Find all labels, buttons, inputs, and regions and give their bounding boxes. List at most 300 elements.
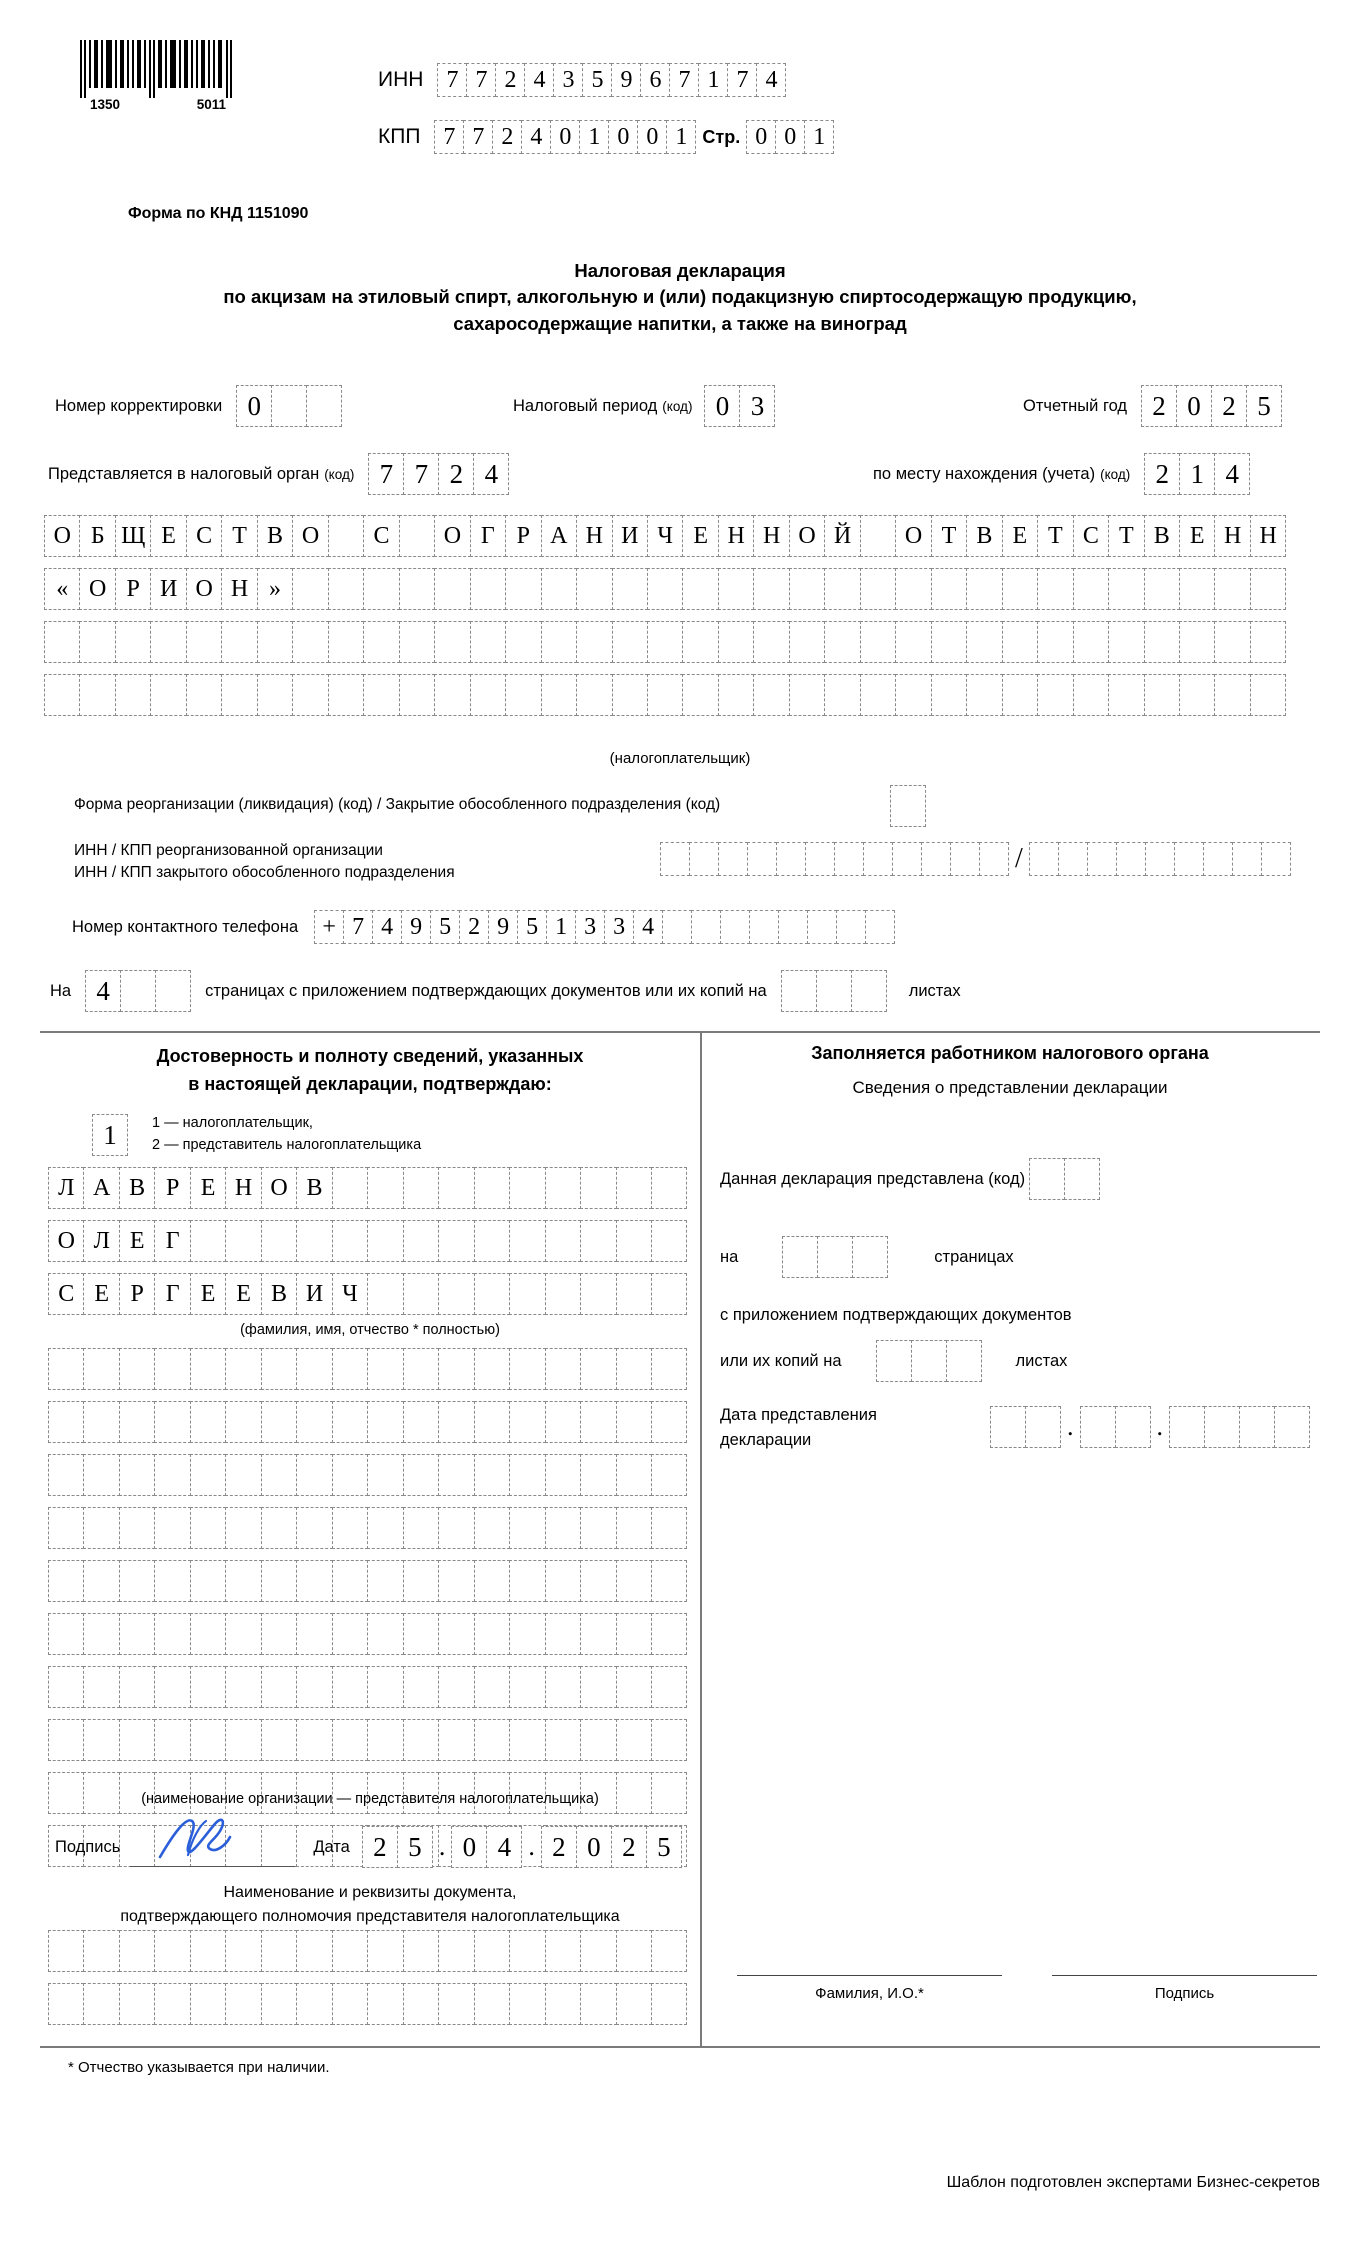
rep-org-r5-char-3[interactable] xyxy=(119,1560,155,1602)
signer-name-grid[interactable] xyxy=(48,1167,687,1315)
rep-org-r8-char-3[interactable] xyxy=(119,1719,155,1761)
taxpayer-r3-char-19[interactable] xyxy=(682,621,718,663)
pages-digit-3[interactable] xyxy=(155,970,191,1012)
taxpayer-r3-char-33[interactable] xyxy=(1179,621,1215,663)
auth-doc-r2-char-1[interactable] xyxy=(48,1983,84,2025)
sign-date-day-digit-1[interactable]: 2 xyxy=(362,1826,398,1868)
taxpayer-r4-char-9[interactable] xyxy=(328,674,364,716)
authority-doc-row-2[interactable] xyxy=(48,1983,687,2025)
inn-digit-3[interactable]: 2 xyxy=(495,63,525,97)
taxpayer-r3-char-22[interactable] xyxy=(789,621,825,663)
taxpayer-r1-char-30[interactable]: С xyxy=(1073,515,1109,557)
auth-doc-r2-char-7[interactable] xyxy=(261,1983,297,2025)
taxpayer-r4-char-32[interactable] xyxy=(1144,674,1180,716)
taxpayer-r2-char-15[interactable] xyxy=(541,568,577,610)
taxpayer-r3-char-21[interactable] xyxy=(753,621,789,663)
rep-org-r5-char-9[interactable] xyxy=(332,1560,368,1602)
official-attachment-cells[interactable] xyxy=(876,1340,982,1382)
rep-org-r5-char-18[interactable] xyxy=(651,1560,687,1602)
rep-org-r4-char-4[interactable] xyxy=(154,1507,190,1549)
taxpayer-r2-char-16[interactable] xyxy=(576,568,612,610)
auth-doc-r1-char-14[interactable] xyxy=(509,1930,545,1972)
taxpayer-r4-char-33[interactable] xyxy=(1179,674,1215,716)
auth-doc-r2-char-8[interactable] xyxy=(296,1983,332,2025)
kpp-digit-9[interactable]: 1 xyxy=(666,120,696,154)
surname-char-3[interactable]: В xyxy=(119,1167,155,1209)
taxpayer-r4-char-18[interactable] xyxy=(647,674,683,716)
patronymic-char-18[interactable] xyxy=(651,1273,687,1315)
official-attachment-digit-1[interactable] xyxy=(876,1340,912,1382)
rep-org-r1-char-12[interactable] xyxy=(438,1348,474,1390)
rep-org-r7-char-10[interactable] xyxy=(367,1666,403,1708)
taxpayer-r1-char-17[interactable]: И xyxy=(612,515,648,557)
reorg-inn-digit-6[interactable] xyxy=(805,842,835,876)
tax-period-cells[interactable] xyxy=(704,385,775,427)
auth-doc-r1-char-6[interactable] xyxy=(225,1930,261,1972)
inn-digit-12[interactable]: 4 xyxy=(756,63,786,97)
auth-doc-r1-char-18[interactable] xyxy=(651,1930,687,1972)
firstname-char-3[interactable]: Е xyxy=(119,1220,155,1262)
rep-org-r2-char-8[interactable] xyxy=(296,1401,332,1443)
rep-org-r3-char-16[interactable] xyxy=(580,1454,616,1496)
official-pages-digit-1[interactable] xyxy=(782,1236,818,1278)
taxpayer-r1-char-10[interactable]: С xyxy=(363,515,399,557)
signature-date-year-cells[interactable] xyxy=(541,1826,682,1868)
sheets-digit-3[interactable] xyxy=(851,970,887,1012)
taxpayer-r2-char-13[interactable] xyxy=(470,568,506,610)
auth-doc-r2-char-4[interactable] xyxy=(154,1983,190,2025)
reorg-inn-digit-2[interactable] xyxy=(689,842,719,876)
sheets-digit-1[interactable] xyxy=(781,970,817,1012)
taxpayer-r4-char-15[interactable] xyxy=(541,674,577,716)
taxpayer-r4-char-7[interactable] xyxy=(257,674,293,716)
reorg-form-digit-1[interactable] xyxy=(890,785,926,827)
taxpayer-r1-char-14[interactable]: Р xyxy=(505,515,541,557)
rep-org-r1-char-13[interactable] xyxy=(474,1348,510,1390)
rep-org-r5-char-15[interactable] xyxy=(545,1560,581,1602)
page-digit-2[interactable]: 0 xyxy=(775,120,805,154)
report-year-digit-1[interactable]: 2 xyxy=(1141,385,1177,427)
taxpayer-r3-char-20[interactable] xyxy=(718,621,754,663)
representative-org-row-8[interactable] xyxy=(48,1719,687,1761)
patronymic-char-9[interactable]: Ч xyxy=(332,1273,368,1315)
rep-org-r6-char-8[interactable] xyxy=(296,1613,332,1655)
taxpayer-r3-char-8[interactable] xyxy=(292,621,328,663)
taxpayer-r4-char-1[interactable] xyxy=(44,674,80,716)
rep-org-r6-char-12[interactable] xyxy=(438,1613,474,1655)
inn-value-cells[interactable] xyxy=(437,63,786,97)
taxpayer-r1-char-7[interactable]: В xyxy=(257,515,293,557)
taxpayer-r2-char-4[interactable]: И xyxy=(150,568,186,610)
taxpayer-name-grid[interactable] xyxy=(44,515,1286,716)
inn-digit-2[interactable]: 7 xyxy=(466,63,496,97)
rep-org-r1-char-18[interactable] xyxy=(651,1348,687,1390)
rep-org-r5-char-2[interactable] xyxy=(83,1560,119,1602)
tax-authority-digit-3[interactable]: 2 xyxy=(438,453,474,495)
representative-org-row-4[interactable] xyxy=(48,1507,687,1549)
reorg-inn-digit-12[interactable] xyxy=(979,842,1009,876)
rep-org-r7-char-5[interactable] xyxy=(190,1666,226,1708)
patronymic-char-2[interactable]: Е xyxy=(83,1273,119,1315)
reorg-kpp-digit-7[interactable] xyxy=(1203,842,1233,876)
taxpayer-r4-char-16[interactable] xyxy=(576,674,612,716)
official-date-day-digit-2[interactable] xyxy=(1025,1406,1061,1448)
taxpayer-r3-char-12[interactable] xyxy=(434,621,470,663)
taxpayer-r1-char-12[interactable]: О xyxy=(434,515,470,557)
rep-org-r2-char-14[interactable] xyxy=(509,1401,545,1443)
taxpayer-r1-char-15[interactable]: А xyxy=(541,515,577,557)
taxpayer-r1-char-2[interactable]: Б xyxy=(79,515,115,557)
taxpayer-r1-char-5[interactable]: С xyxy=(186,515,222,557)
correction-digit-3[interactable] xyxy=(306,385,342,427)
reorg-kpp-digit-5[interactable] xyxy=(1145,842,1175,876)
taxpayer-r2-char-11[interactable] xyxy=(399,568,435,610)
rep-org-r7-char-4[interactable] xyxy=(154,1666,190,1708)
page-value-cells[interactable] xyxy=(746,120,834,154)
inn-digit-8[interactable]: 6 xyxy=(640,63,670,97)
rep-org-r1-char-5[interactable] xyxy=(190,1348,226,1390)
taxpayer-r4-char-17[interactable] xyxy=(612,674,648,716)
kpp-digit-2[interactable]: 7 xyxy=(463,120,493,154)
patronymic-char-7[interactable]: В xyxy=(261,1273,297,1315)
auth-doc-r1-char-8[interactable] xyxy=(296,1930,332,1972)
inn-digit-10[interactable]: 1 xyxy=(698,63,728,97)
rep-org-r6-char-10[interactable] xyxy=(367,1613,403,1655)
rep-org-r8-char-13[interactable] xyxy=(474,1719,510,1761)
auth-doc-r1-char-15[interactable] xyxy=(545,1930,581,1972)
taxpayer-r3-char-1[interactable] xyxy=(44,621,80,663)
auth-doc-r2-char-6[interactable] xyxy=(225,1983,261,2025)
rep-org-r2-char-5[interactable] xyxy=(190,1401,226,1443)
taxpayer-r2-char-24[interactable] xyxy=(860,568,896,610)
taxpayer-r2-char-8[interactable] xyxy=(292,568,328,610)
rep-org-r5-char-1[interactable] xyxy=(48,1560,84,1602)
taxpayer-r1-char-16[interactable]: Н xyxy=(576,515,612,557)
taxpayer-r3-char-35[interactable] xyxy=(1250,621,1286,663)
patronymic-char-10[interactable] xyxy=(367,1273,403,1315)
taxpayer-name-row-4[interactable] xyxy=(44,674,1286,716)
taxpayer-r4-char-25[interactable] xyxy=(895,674,931,716)
patronymic-char-11[interactable] xyxy=(403,1273,439,1315)
location-digit-2[interactable]: 1 xyxy=(1179,453,1215,495)
taxpayer-r2-char-23[interactable] xyxy=(824,568,860,610)
taxpayer-r4-char-24[interactable] xyxy=(860,674,896,716)
rep-org-r2-char-6[interactable] xyxy=(225,1401,261,1443)
reorg-form-cells[interactable] xyxy=(890,785,926,827)
rep-org-r4-char-9[interactable] xyxy=(332,1507,368,1549)
official-date-day-cells[interactable] xyxy=(990,1406,1061,1448)
report-year-digit-2[interactable]: 0 xyxy=(1176,385,1212,427)
reorg-kpp-digit-3[interactable] xyxy=(1087,842,1117,876)
auth-doc-r2-char-14[interactable] xyxy=(509,1983,545,2025)
patronymic-char-3[interactable]: Р xyxy=(119,1273,155,1315)
taxpayer-r2-char-7[interactable]: » xyxy=(257,568,293,610)
taxpayer-r1-char-8[interactable]: О xyxy=(292,515,328,557)
representative-org-grid[interactable] xyxy=(48,1348,687,1867)
firstname-char-13[interactable] xyxy=(474,1220,510,1262)
official-submitted-digit-1[interactable] xyxy=(1029,1158,1065,1200)
taxpayer-r3-char-16[interactable] xyxy=(576,621,612,663)
taxpayer-r3-char-2[interactable] xyxy=(79,621,115,663)
rep-org-r2-char-10[interactable] xyxy=(367,1401,403,1443)
taxpayer-r4-char-5[interactable] xyxy=(186,674,222,716)
reorg-inn-digit-3[interactable] xyxy=(718,842,748,876)
rep-org-r2-char-9[interactable] xyxy=(332,1401,368,1443)
reorg-kpp-digit-6[interactable] xyxy=(1174,842,1204,876)
official-pages-cells[interactable] xyxy=(782,1236,888,1278)
rep-org-r1-char-1[interactable] xyxy=(48,1348,84,1390)
rep-org-r6-char-16[interactable] xyxy=(580,1613,616,1655)
auth-doc-r2-char-10[interactable] xyxy=(367,1983,403,2025)
phone-char-12[interactable]: 4 xyxy=(633,910,663,944)
surname-char-16[interactable] xyxy=(580,1167,616,1209)
official-date-year-digit-2[interactable] xyxy=(1204,1406,1240,1448)
rep-org-r8-char-16[interactable] xyxy=(580,1719,616,1761)
rep-org-r4-char-7[interactable] xyxy=(261,1507,297,1549)
taxpayer-r1-char-32[interactable]: В xyxy=(1144,515,1180,557)
sign-date-month-digit-1[interactable]: 0 xyxy=(451,1826,487,1868)
signer-surname-row[interactable] xyxy=(48,1167,687,1209)
taxpayer-r2-char-12[interactable] xyxy=(434,568,470,610)
rep-org-r4-char-11[interactable] xyxy=(403,1507,439,1549)
firstname-char-6[interactable] xyxy=(225,1220,261,1262)
taxpayer-r1-char-26[interactable]: Т xyxy=(931,515,967,557)
location-code-cells[interactable] xyxy=(1144,453,1250,495)
taxpayer-r3-char-28[interactable] xyxy=(1002,621,1038,663)
rep-org-r3-char-18[interactable] xyxy=(651,1454,687,1496)
taxpayer-r2-char-32[interactable] xyxy=(1144,568,1180,610)
taxpayer-r3-char-27[interactable] xyxy=(966,621,1002,663)
taxpayer-r3-char-30[interactable] xyxy=(1073,621,1109,663)
rep-org-r3-char-17[interactable] xyxy=(616,1454,652,1496)
phone-char-5[interactable]: 5 xyxy=(430,910,460,944)
taxpayer-r2-char-21[interactable] xyxy=(753,568,789,610)
taxpayer-r2-char-14[interactable] xyxy=(505,568,541,610)
rep-org-r2-char-16[interactable] xyxy=(580,1401,616,1443)
inn-digit-5[interactable]: 3 xyxy=(553,63,583,97)
taxpayer-r1-char-24[interactable] xyxy=(860,515,896,557)
rep-org-r7-char-16[interactable] xyxy=(580,1666,616,1708)
rep-org-r2-char-1[interactable] xyxy=(48,1401,84,1443)
representative-org-row-6[interactable] xyxy=(48,1613,687,1655)
rep-org-r4-char-12[interactable] xyxy=(438,1507,474,1549)
rep-org-r2-char-7[interactable] xyxy=(261,1401,297,1443)
firstname-char-14[interactable] xyxy=(509,1220,545,1262)
rep-org-r7-char-3[interactable] xyxy=(119,1666,155,1708)
taxpayer-r2-char-31[interactable] xyxy=(1108,568,1144,610)
taxpayer-r3-char-31[interactable] xyxy=(1108,621,1144,663)
taxpayer-r3-char-18[interactable] xyxy=(647,621,683,663)
auth-doc-r2-char-13[interactable] xyxy=(474,1983,510,2025)
authority-doc-row-1[interactable] xyxy=(48,1930,687,1972)
tax-authority-cells[interactable] xyxy=(368,453,509,495)
official-pages-digit-3[interactable] xyxy=(852,1236,888,1278)
taxpayer-r2-char-19[interactable] xyxy=(682,568,718,610)
firstname-char-1[interactable]: О xyxy=(48,1220,84,1262)
page-digit-3[interactable]: 1 xyxy=(804,120,834,154)
sign-date-year-digit-4[interactable]: 5 xyxy=(646,1826,682,1868)
auth-doc-r1-char-13[interactable] xyxy=(474,1930,510,1972)
phone-char-6[interactable]: 2 xyxy=(459,910,489,944)
rep-org-r7-char-15[interactable] xyxy=(545,1666,581,1708)
reorg-kpp-digit-9[interactable] xyxy=(1261,842,1291,876)
rep-org-r5-char-14[interactable] xyxy=(509,1560,545,1602)
rep-org-r6-char-6[interactable] xyxy=(225,1613,261,1655)
rep-org-r8-char-6[interactable] xyxy=(225,1719,261,1761)
rep-org-r8-char-11[interactable] xyxy=(403,1719,439,1761)
taxpayer-r4-char-3[interactable] xyxy=(115,674,151,716)
taxpayer-r3-char-32[interactable] xyxy=(1144,621,1180,663)
rep-org-r6-char-18[interactable] xyxy=(651,1613,687,1655)
auth-doc-r1-char-17[interactable] xyxy=(616,1930,652,1972)
phone-char-19[interactable] xyxy=(836,910,866,944)
auth-doc-r2-char-17[interactable] xyxy=(616,1983,652,2025)
rep-org-r4-char-8[interactable] xyxy=(296,1507,332,1549)
signature-area[interactable] xyxy=(130,1827,295,1867)
rep-org-r8-char-14[interactable] xyxy=(509,1719,545,1761)
rep-org-r1-char-16[interactable] xyxy=(580,1348,616,1390)
rep-org-r7-char-17[interactable] xyxy=(616,1666,652,1708)
rep-org-r7-char-11[interactable] xyxy=(403,1666,439,1708)
rep-org-r2-char-18[interactable] xyxy=(651,1401,687,1443)
taxpayer-r3-char-7[interactable] xyxy=(257,621,293,663)
rep-org-r3-char-12[interactable] xyxy=(438,1454,474,1496)
official-date-month-cells[interactable] xyxy=(1080,1406,1151,1448)
official-pages-digit-2[interactable] xyxy=(817,1236,853,1278)
signer-patronymic-row[interactable] xyxy=(48,1273,687,1315)
rep-org-r5-char-12[interactable] xyxy=(438,1560,474,1602)
taxpayer-r1-char-1[interactable]: О xyxy=(44,515,80,557)
report-year-digit-4[interactable]: 5 xyxy=(1246,385,1282,427)
taxpayer-r1-char-31[interactable]: Т xyxy=(1108,515,1144,557)
kpp-digit-6[interactable]: 1 xyxy=(579,120,609,154)
taxpayer-r2-char-28[interactable] xyxy=(1002,568,1038,610)
phone-char-8[interactable]: 5 xyxy=(517,910,547,944)
taxpayer-r4-char-19[interactable] xyxy=(682,674,718,716)
taxpayer-r3-char-3[interactable] xyxy=(115,621,151,663)
taxpayer-r1-char-34[interactable]: Н xyxy=(1214,515,1250,557)
taxpayer-r4-char-31[interactable] xyxy=(1108,674,1144,716)
taxpayer-r2-char-20[interactable] xyxy=(718,568,754,610)
rep-org-r6-char-5[interactable] xyxy=(190,1613,226,1655)
taxpayer-r4-char-12[interactable] xyxy=(434,674,470,716)
firstname-char-16[interactable] xyxy=(580,1220,616,1262)
rep-org-r2-char-13[interactable] xyxy=(474,1401,510,1443)
rep-org-r5-char-7[interactable] xyxy=(261,1560,297,1602)
rep-org-r8-char-7[interactable] xyxy=(261,1719,297,1761)
taxpayer-r2-char-6[interactable]: Н xyxy=(221,568,257,610)
sign-date-year-digit-2[interactable]: 0 xyxy=(576,1826,612,1868)
surname-char-11[interactable] xyxy=(403,1167,439,1209)
taxpayer-r4-char-28[interactable] xyxy=(1002,674,1038,716)
auth-doc-r2-char-11[interactable] xyxy=(403,1983,439,2025)
kpp-digit-4[interactable]: 4 xyxy=(521,120,551,154)
rep-org-r6-char-3[interactable] xyxy=(119,1613,155,1655)
official-date-year-digit-4[interactable] xyxy=(1274,1406,1310,1448)
tax-period-digit-1[interactable]: 0 xyxy=(704,385,740,427)
surname-char-17[interactable] xyxy=(616,1167,652,1209)
representative-org-row-3[interactable] xyxy=(48,1454,687,1496)
reorg-innkpp-cells[interactable] xyxy=(660,842,1291,876)
kpp-value-cells[interactable] xyxy=(434,120,696,154)
auth-doc-r2-char-15[interactable] xyxy=(545,1983,581,2025)
firstname-char-5[interactable] xyxy=(190,1220,226,1262)
rep-org-r6-char-7[interactable] xyxy=(261,1613,297,1655)
firstname-char-15[interactable] xyxy=(545,1220,581,1262)
taxpayer-r3-char-9[interactable] xyxy=(328,621,364,663)
rep-org-r6-char-2[interactable] xyxy=(83,1613,119,1655)
correction-number-cells[interactable] xyxy=(236,385,342,427)
taxpayer-r1-char-18[interactable]: Ч xyxy=(647,515,683,557)
pages-sheets-cells[interactable] xyxy=(781,970,887,1012)
surname-char-4[interactable]: Р xyxy=(154,1167,190,1209)
tax-authority-digit-4[interactable]: 4 xyxy=(473,453,509,495)
rep-org-r6-char-17[interactable] xyxy=(616,1613,652,1655)
phone-char-9[interactable]: 1 xyxy=(546,910,576,944)
taxpayer-r2-char-2[interactable]: О xyxy=(79,568,115,610)
surname-char-13[interactable] xyxy=(474,1167,510,1209)
patronymic-char-4[interactable]: Г xyxy=(154,1273,190,1315)
taxpayer-r4-char-8[interactable] xyxy=(292,674,328,716)
inn-digit-7[interactable]: 9 xyxy=(611,63,641,97)
pages-digit-1[interactable]: 4 xyxy=(85,970,121,1012)
rep-org-r4-char-6[interactable] xyxy=(225,1507,261,1549)
taxpayer-name-row-2[interactable] xyxy=(44,568,1286,610)
phone-char-2[interactable]: 7 xyxy=(343,910,373,944)
rep-org-r7-char-14[interactable] xyxy=(509,1666,545,1708)
taxpayer-r1-char-22[interactable]: О xyxy=(789,515,825,557)
official-date-year-digit-1[interactable] xyxy=(1169,1406,1205,1448)
report-year-cells[interactable] xyxy=(1141,385,1282,427)
surname-char-12[interactable] xyxy=(438,1167,474,1209)
rep-org-r6-char-15[interactable] xyxy=(545,1613,581,1655)
firstname-char-2[interactable]: Л xyxy=(83,1220,119,1262)
rep-org-r3-char-6[interactable] xyxy=(225,1454,261,1496)
taxpayer-r4-char-30[interactable] xyxy=(1073,674,1109,716)
taxpayer-r4-char-34[interactable] xyxy=(1214,674,1250,716)
sign-date-year-digit-3[interactable]: 2 xyxy=(611,1826,647,1868)
rep-org-r2-char-12[interactable] xyxy=(438,1401,474,1443)
reorg-inn-cells[interactable] xyxy=(660,842,1009,876)
phone-char-11[interactable]: 3 xyxy=(604,910,634,944)
rep-org-r3-char-5[interactable] xyxy=(190,1454,226,1496)
taxpayer-name-row-3[interactable] xyxy=(44,621,1286,663)
rep-org-r5-char-6[interactable] xyxy=(225,1560,261,1602)
auth-doc-r2-char-16[interactable] xyxy=(580,1983,616,2025)
reorg-inn-digit-5[interactable] xyxy=(776,842,806,876)
rep-org-r7-char-9[interactable] xyxy=(332,1666,368,1708)
firstname-char-10[interactable] xyxy=(367,1220,403,1262)
rep-org-r2-char-17[interactable] xyxy=(616,1401,652,1443)
taxpayer-r3-char-6[interactable] xyxy=(221,621,257,663)
rep-org-r4-char-14[interactable] xyxy=(509,1507,545,1549)
auth-doc-r1-char-1[interactable] xyxy=(48,1930,84,1972)
rep-org-r2-char-4[interactable] xyxy=(154,1401,190,1443)
taxpayer-r1-char-21[interactable]: Н xyxy=(753,515,789,557)
kpp-digit-8[interactable]: 0 xyxy=(637,120,667,154)
taxpayer-r3-char-13[interactable] xyxy=(470,621,506,663)
rep-org-r4-char-10[interactable] xyxy=(367,1507,403,1549)
reorg-inn-digit-1[interactable] xyxy=(660,842,690,876)
patronymic-char-14[interactable] xyxy=(509,1273,545,1315)
surname-char-6[interactable]: Н xyxy=(225,1167,261,1209)
kpp-digit-5[interactable]: 0 xyxy=(550,120,580,154)
taxpayer-r3-char-17[interactable] xyxy=(612,621,648,663)
official-date-year-cells[interactable] xyxy=(1169,1406,1310,1448)
representative-org-row-5[interactable] xyxy=(48,1560,687,1602)
taxpayer-r3-char-5[interactable] xyxy=(186,621,222,663)
inn-digit-6[interactable]: 5 xyxy=(582,63,612,97)
